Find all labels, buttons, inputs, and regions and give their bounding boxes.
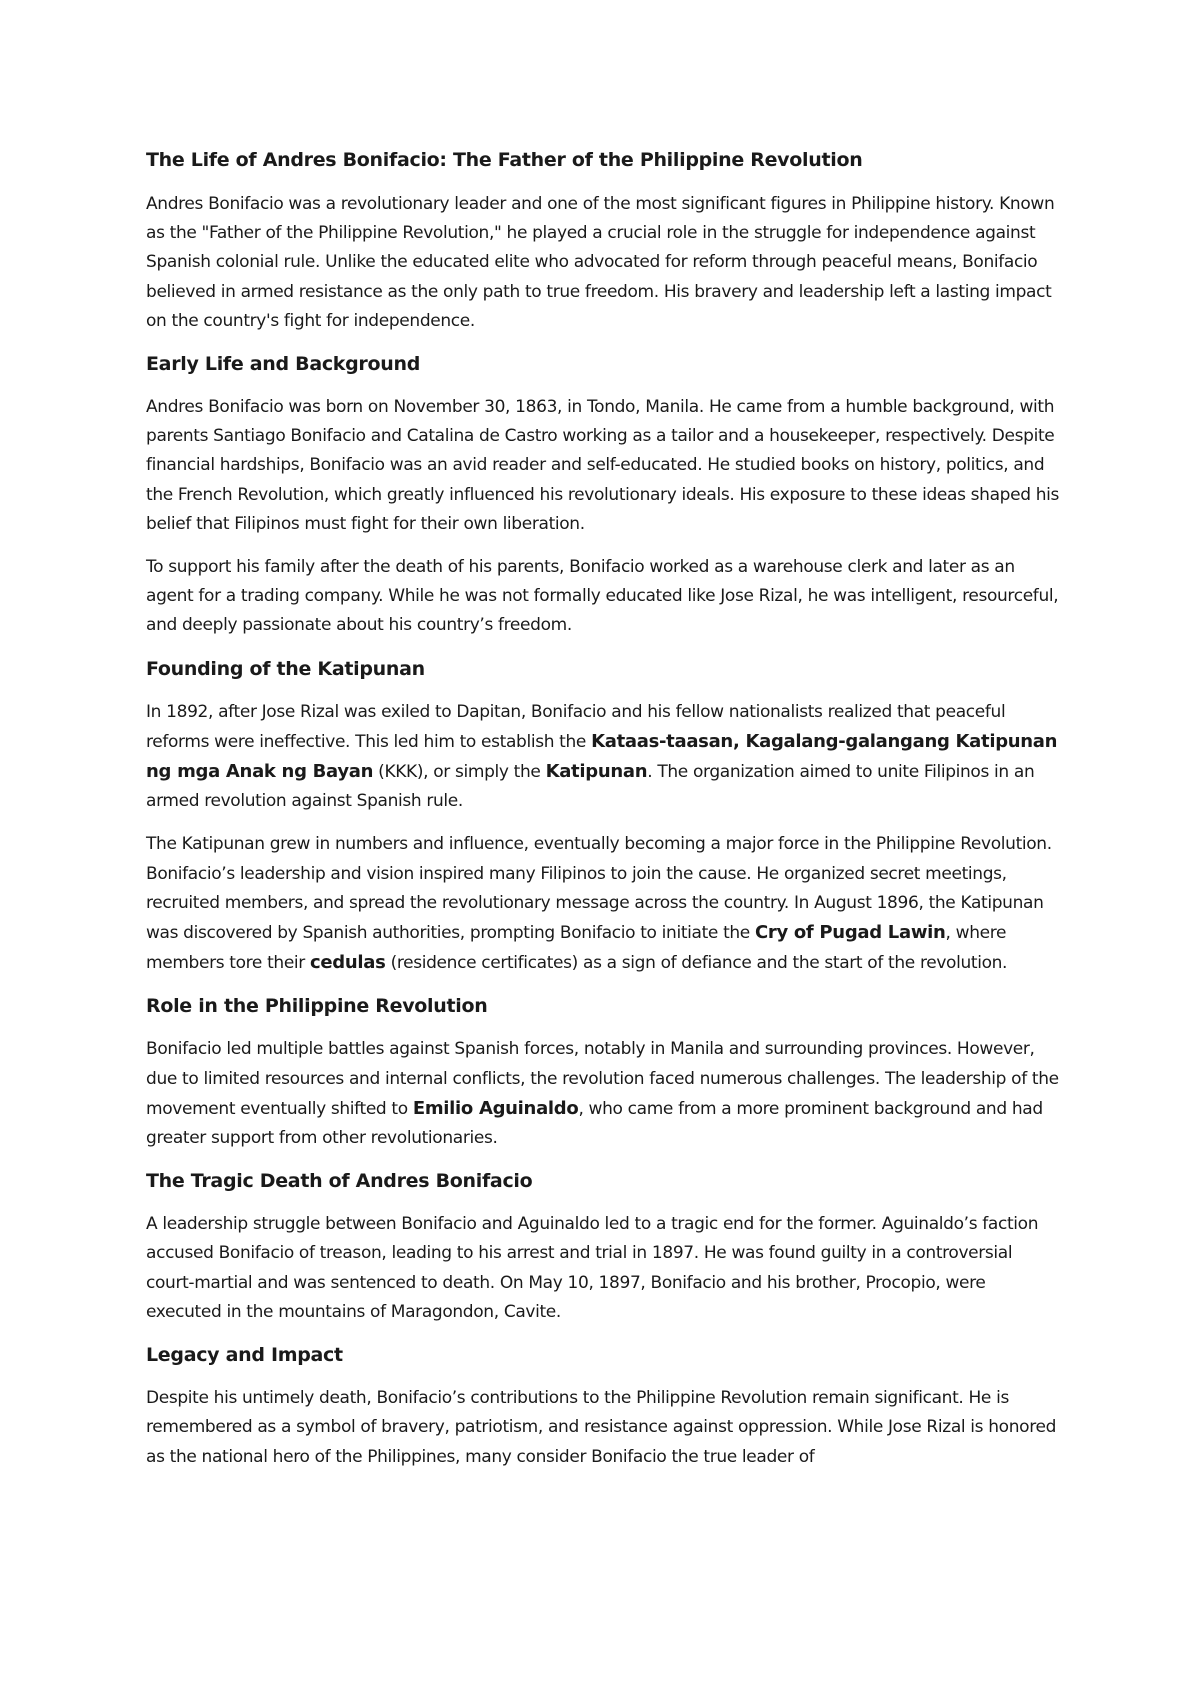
heading-role-revolution: Role in the Philippine Revolution bbox=[146, 995, 488, 1018]
bold-cedulas: cedulas bbox=[310, 952, 386, 974]
intro-paragraph: Andres Bonifacio was a revolutionary leader and one of the most significant figures in Philippine history. Known as the "Father of the Philippine Revolution," he played a crucial role in the struggle for independence against Spanish colonial rule. Unlike the educated elite who advocated for reform through peaceful means, Bonifacio believed in armed resistance as the only path to true freedom. His bravery and leadership left a lasting impact on the country's fight for independence. bbox=[146, 194, 1055, 331]
legacy-paragraph-1: Despite his untimely death, Bonifacio’s contributions to the Philippine Revolution remain significant. He is remembered as a symbol of bravery, patriotism, and resistance against oppression. While Jose Rizal is honored as the national hero of the Philippines, many consider Bonifacio the true leader of bbox=[146, 1388, 1057, 1467]
heading-early-life: Early Life and Background bbox=[146, 353, 421, 376]
document-title: The Life of Andres Bonifacio: The Father of the Philippine Revolution bbox=[146, 149, 863, 171]
death-paragraph-1: A leadership struggle between Bonifacio and Aguinaldo led to a tragic end for the former. Aguinaldo’s faction accused Bonifacio of treason, leading to his arrest and trial in 1897. He was found guilty in a controversial court-martial and was sentenced to death. On May 10, 1897, Bonifacio and his brother, Procopio, were executed in the mountains of Maragondon, Cavite. bbox=[146, 1214, 1039, 1322]
katipunan-paragraph-1 bbox=[146, 698, 1061, 817]
text-run: . The organization aimed to unite Filipinos in an armed revolution against Spanish rule. bbox=[146, 762, 1035, 812]
bold-kkk-full-name: Kataas-taasan, Kagalang-galangang Katipunan ng mga Anak ng Bayan bbox=[146, 730, 1058, 783]
text-run: In 1892, after Jose Rizal was exiled to Dapitan, Bonifacio and his fellow nationalists realized that peaceful reforms were ineffective. This led him to establish the bbox=[146, 701, 1006, 752]
bold-emilio-aguinaldo: Emilio Aguinaldo bbox=[412, 1097, 579, 1119]
bold-katipunan: Katipunan bbox=[545, 761, 648, 783]
text-run: (residence certificates) as a sign of defiance and the start of the revolution. bbox=[385, 953, 1008, 974]
text-run: , who came from a more prominent background and had greater support from other revolutionaries. bbox=[146, 1098, 1043, 1149]
heading-legacy: Legacy and Impact bbox=[146, 1344, 343, 1367]
bold-cry-of-pugad-lawin: Cry of Pugad Lawin bbox=[754, 922, 946, 944]
text-run: , where members tore their bbox=[146, 923, 1007, 974]
text-run: (KKK), or simply the bbox=[373, 762, 546, 783]
text-run: The Katipunan grew in numbers and influence, eventually becoming a major force in the Philippine Revolution. Bonifacio’s leadership and vision inspired many Filipinos to join the cause. He organized secret meetings, recruited members, and spread the revolutionary message across the country. In August 1896, the Katipunan was discovered by Spanish authorities, prompting Bonifacio to initiate the bbox=[146, 834, 1052, 944]
text-run: Bonifacio led multiple battles against Spanish forces, notably in Manila and surrounding provinces. However, due to limited resources and internal conflicts, the revolution faced numerous challenges. The leadership of the movement eventually shifted to bbox=[146, 1039, 1059, 1119]
document-body bbox=[146, 146, 1061, 1486]
early-life-paragraph-1: Andres Bonifacio was born on November 30, 1863, in Tondo, Manila. He came from a humble background, with parents Santiago Bonifacio and Catalina de Castro working as a tailor and a housekeeper, respectively. Despite financial hardships, Bonifacio was an avid reader and self-educated. He studied books on history, politics, and the French Revolution, which greatly influenced his revolutionary ideals. His exposure to these ideas shaped his belief that Filipinos must fight for their own liberation. bbox=[146, 397, 1060, 534]
early-life-paragraph-2: To support his family after the death of his parents, Bonifacio worked as a warehouse clerk and later as an agent for a trading company. While he was not formally educated like Jose Rizal, he was intelligent, resourceful, and deeply passionate about his country’s freedom. bbox=[146, 557, 1059, 636]
katipunan-paragraph-2 bbox=[146, 830, 1061, 978]
heading-katipunan: Founding of the Katipunan bbox=[146, 657, 425, 680]
role-paragraph-1 bbox=[146, 1035, 1061, 1153]
heading-tragic-death: The Tragic Death of Andres Bonifacio bbox=[146, 1170, 533, 1193]
